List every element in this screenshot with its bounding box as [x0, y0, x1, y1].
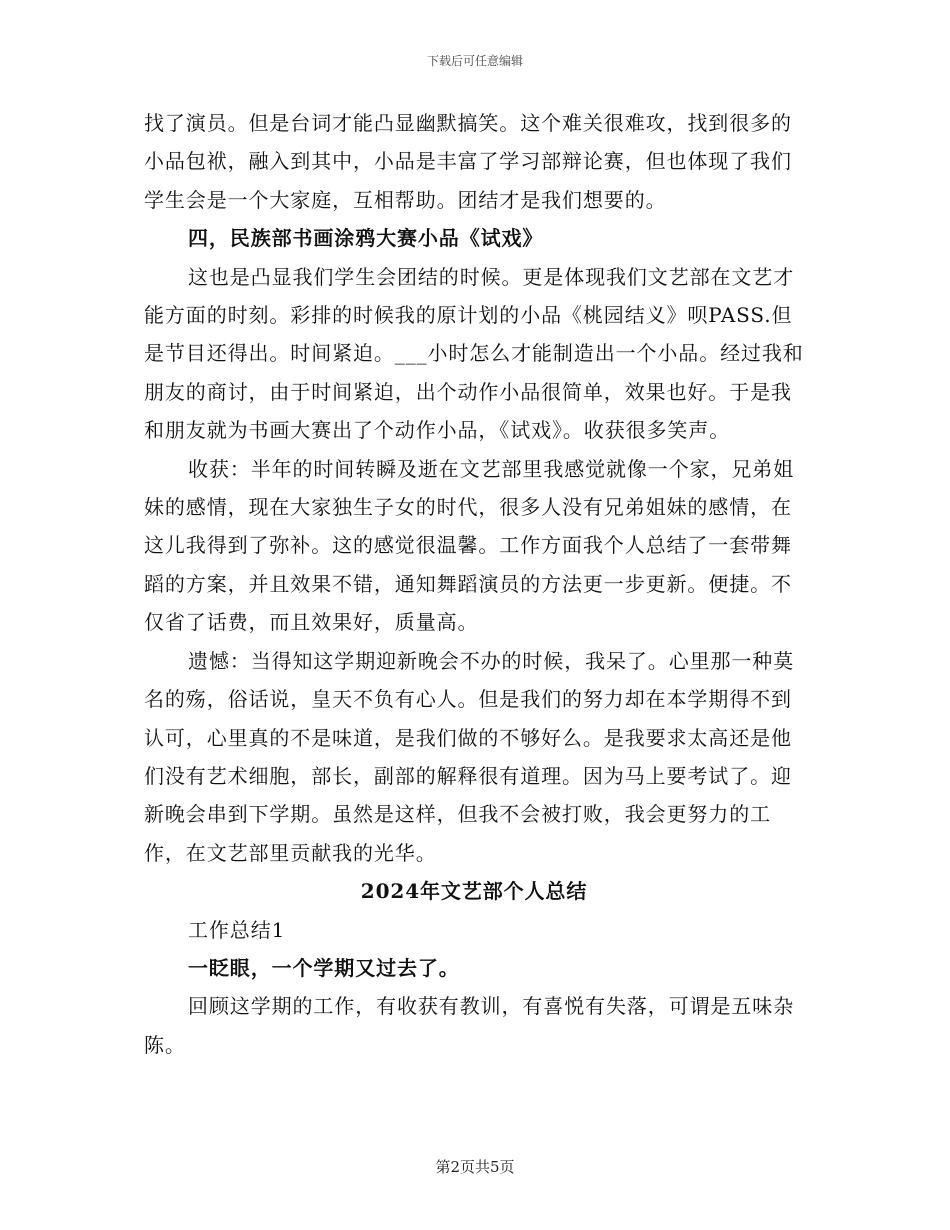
paragraph-skit: 这也是凸显我们学生会团结的时候。更是体现我们文艺部在文艺才能方面的时刻。彩排的时候我的原计划的小品《桃园结义》呗PASS.但是节目还得出。时间紧迫。___小时怎么才能制造出一个小品。经过我和朋友的商讨，由于时间紧迫，出个动作小品很简单，效果也好。于是我和朋友就为书画大赛出了个动作小品，《试戏》。收获很多笑声。: [144, 264, 804, 443]
document-body: [144, 104, 804, 1064]
section-heading: 四，民族部书画涂鸦大赛小品《试戏》: [188, 226, 544, 251]
paragraph-continuation: 找了演员。但是台词才能凸显幽默搞笑。这个难关很难攻，找到很多的小品包袱，融入到其中，小品是丰富了学习部辩论赛，但也体现了我们学生会是一个大家庭，互相帮助。团结才是我们想要的。: [144, 111, 792, 212]
page-header: 下载后可任意编辑: [426, 54, 523, 68]
paragraph-review: 回顾这学期的工作，有收获有教训，有喜悦有失落，可谓是五味杂陈。: [144, 994, 795, 1057]
paragraph-regrets: 遗憾：当得知这学期迎新晚会不办的时候，我呆了。心里那一种莫名的殇，俗话说，皇天不负有心人。但是我们的努力却在本学期得不到认可，心里真的不是味道，是我们做的不够好么。是我要求太高还是他们没有艺术细胞，部长，副部的解释很有道理。因为马上要考试了。迎新晚会串到下学期。虽然是这样，但我不会被打败，我会更努力的工作，在文艺部里贡献我的光华。: [144, 648, 795, 865]
document-title: 2024年文艺部个人总结: [360, 879, 588, 904]
paragraph-gains: 收获：半年的时间转瞬及逝在文艺部里我感觉就像一个家，兄弟姐妹的感情，现在大家独生子女的时代，很多人没有兄弟姐妹的感情，在这儿我得到了弥补。这的感觉很温馨。工作方面我个人总结了一套带舞蹈的方案，并且效果不错，通知舞蹈演员的方法更一步更新。便捷。不仅省了话费，而且效果好，质量高。: [144, 456, 795, 635]
page-number: 第2页共5页: [435, 1158, 515, 1176]
bold-opening-line: 一眨眼，一个学期又过去了。: [188, 955, 460, 980]
subtitle: 工作总结1: [188, 917, 286, 942]
